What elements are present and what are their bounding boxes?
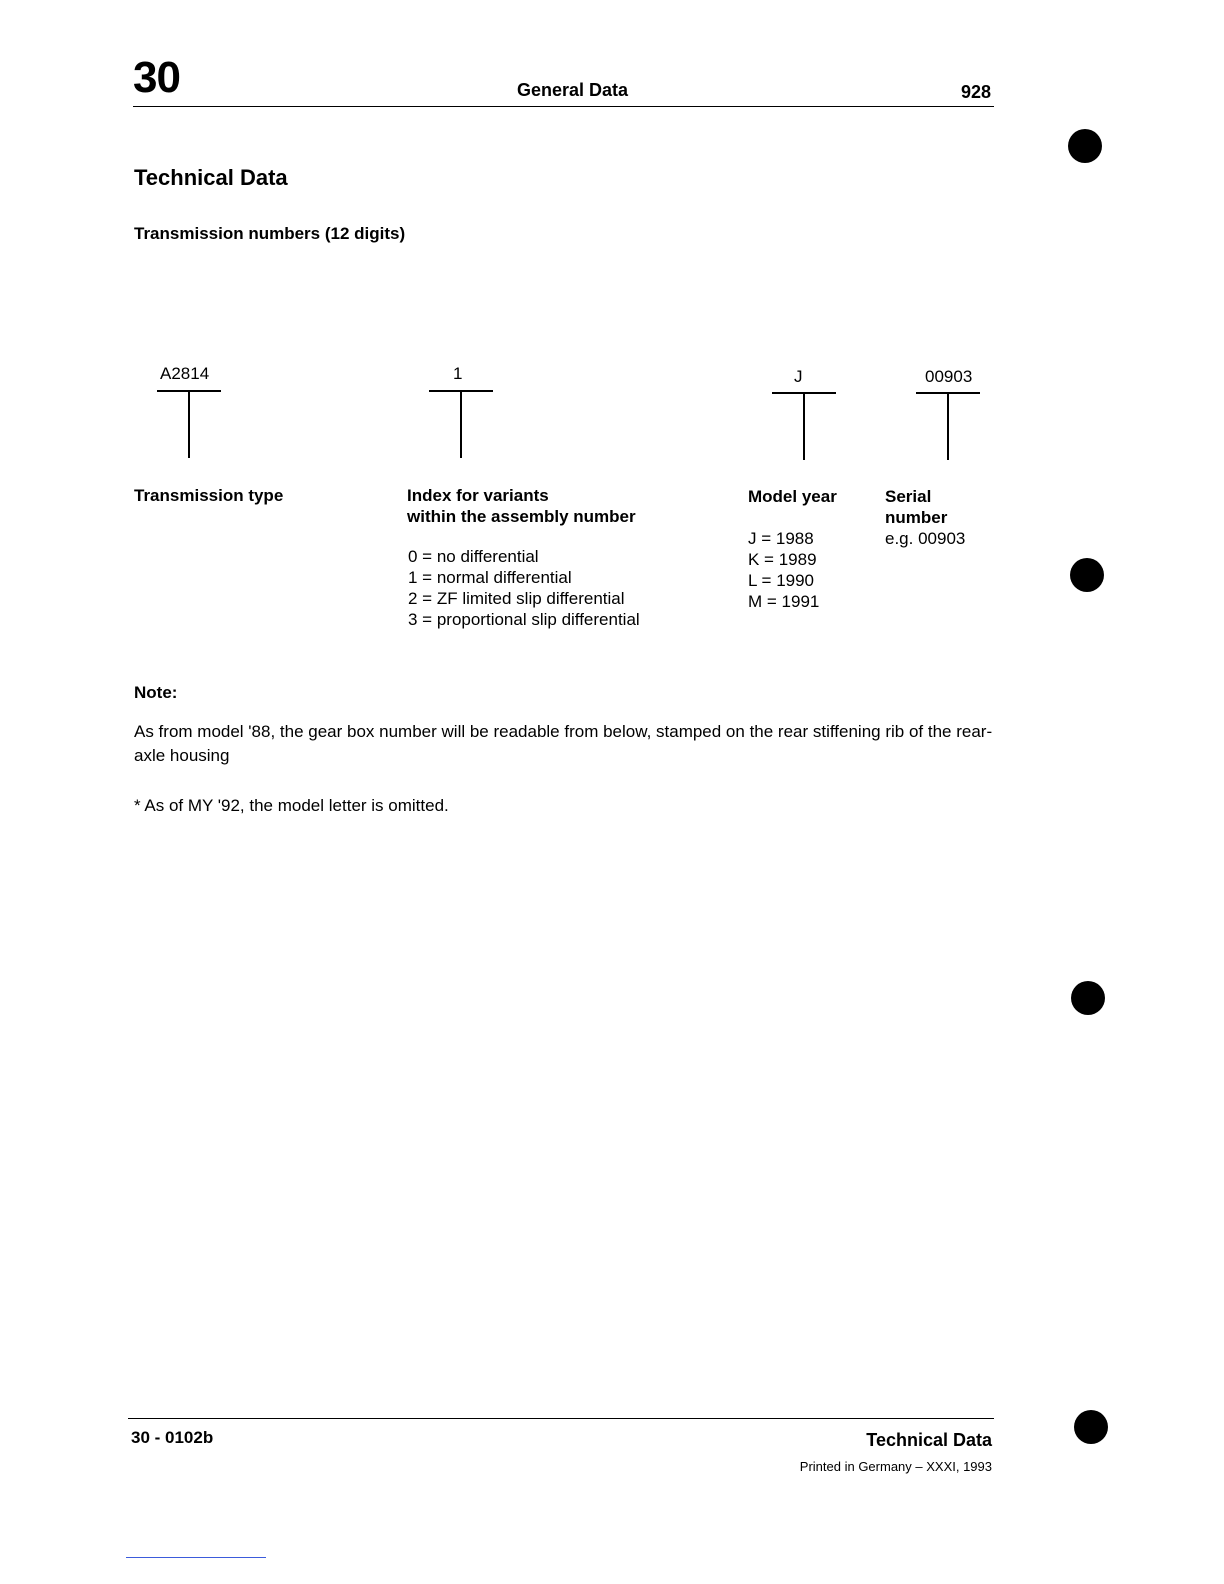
binder-hole	[1074, 1410, 1108, 1444]
list-item: K = 1989	[748, 550, 817, 569]
header-rule	[133, 106, 994, 107]
model-year-heading: Model year	[748, 487, 837, 506]
code-marker	[429, 390, 493, 458]
code-value-serial-number: 00903	[925, 367, 973, 386]
code-value-variant-index: 1	[453, 364, 463, 383]
list-item: 2 = ZF limited slip differential	[408, 589, 625, 608]
code-marker	[772, 392, 836, 460]
code-marker	[157, 390, 221, 458]
list-item: L = 1990	[748, 571, 815, 590]
transmission-type-heading: Transmission type	[134, 486, 284, 505]
bottom-divider	[126, 1557, 266, 1558]
list-item: M = 1991	[748, 592, 820, 611]
variant-index-heading-line2: within the assembly number	[407, 507, 636, 526]
binder-hole	[1068, 129, 1102, 163]
model-year-list	[748, 528, 819, 612]
variant-index-heading-line1: Index for variants	[407, 486, 549, 505]
binder-hole	[1070, 558, 1104, 592]
code-value-model-year: J	[794, 367, 803, 386]
variant-index-list	[408, 546, 640, 630]
subsection-title: Transmission numbers (12 digits)	[134, 224, 406, 243]
note-text: As from model '88, the gear box number will be readable from below, stamped on the rear stiffening rib of the rear-axle housing	[134, 722, 993, 765]
serial-number-heading-line2: number	[885, 508, 948, 527]
list-item: 3 = proportional slip differential	[408, 610, 640, 629]
list-item: J = 1988	[748, 529, 814, 548]
note-label: Note:	[134, 683, 178, 702]
variant-index-heading	[407, 485, 636, 527]
footer-rule	[128, 1418, 994, 1419]
serial-number-heading-line1: Serial	[885, 487, 932, 506]
binder-hole	[1071, 981, 1105, 1015]
list-item: 1 = normal differential	[408, 568, 572, 587]
code-value-transmission-type: A2814	[160, 364, 210, 383]
footer-print-info: Printed in Germany – XXXI, 1993	[799, 1459, 992, 1474]
footer-title: Technical Data	[866, 1430, 992, 1450]
chapter-number: 30	[133, 53, 180, 102]
footer-page-code: 30 - 0102b	[131, 1428, 214, 1447]
code-marker	[916, 392, 980, 460]
header-model: 928	[961, 82, 992, 102]
serial-number-heading	[885, 486, 947, 528]
header-title: General Data	[517, 80, 629, 100]
footnote: * As of MY '92, the model letter is omitted.	[134, 796, 449, 815]
serial-number-example: e.g. 00903	[885, 529, 966, 548]
list-item: 0 = no differential	[408, 547, 539, 566]
section-title: Technical Data	[134, 165, 288, 190]
